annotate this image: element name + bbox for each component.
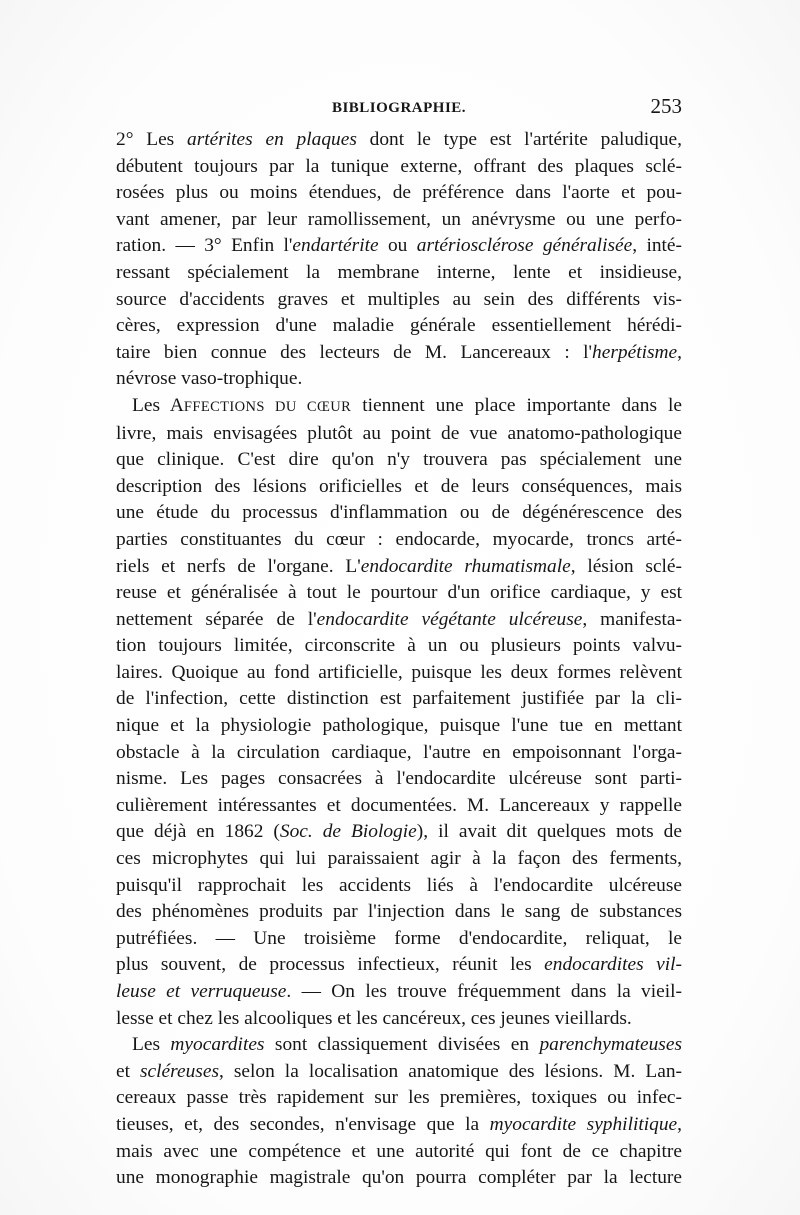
text-line: que clinique. C'est dire qu'on n'y trouvera pas spécialement une bbox=[116, 449, 682, 471]
text-line: et scléreuses, selon la localisation anatomique des lésions. M. Lan- bbox=[116, 1060, 682, 1082]
text-line: livre, mais envisagées plutôt au point de vue anatomo-pathologique bbox=[116, 422, 682, 444]
text-line: puisqu'il rapprochait les accidents liés à l'endocardite ulcéreuse bbox=[116, 874, 682, 896]
text-line: tion toujours limitée, circonscrite à un ou plusieurs points valvu- bbox=[116, 635, 682, 657]
running-title: BIBLIOGRAPHIE. bbox=[331, 100, 467, 116]
text-line: 2° Les artérites en plaques dont le type est l'artérite paludique, bbox=[116, 129, 682, 150]
text-line: plus souvent, de processus infectieux, réunit les endocardites vil- bbox=[116, 954, 682, 976]
text-line: nique et la physiologie pathologique, puisque l'une tue en mettant bbox=[116, 715, 682, 737]
text-line: mais avec une compétence et une autorité qui font de ce chapitre bbox=[116, 1140, 682, 1162]
text-line: que déjà en 1862 (Soc. de Biologie), il avait dit quelques mots de bbox=[116, 821, 682, 843]
text-line: ration. — 3° Enfin l'endartérite ou artériosclérose généralisée, inté- bbox=[116, 235, 682, 257]
text-line: parties constituantes du cœur : endocarde, myocarde, troncs arté- bbox=[116, 528, 682, 550]
text-line: taire bien connue des lecteurs de M. Lancereaux : l'herpétisme, bbox=[116, 341, 682, 363]
text-line: Les myocardites sont classiquement divisées en parenchymateuses bbox=[132, 1034, 682, 1056]
text-line: source d'accidents graves et multiples au sein des différents vis- bbox=[116, 288, 682, 310]
text-line: description des lésions orificielles et de leurs conséquences, mais bbox=[116, 475, 682, 497]
text-line: obstacle à la circulation cardiaque, l'autre en empoisonnant l'orga- bbox=[116, 741, 682, 763]
text-line: des phénomènes produits par l'injection dans le sang de substances bbox=[116, 901, 682, 923]
text-line: cères, expression d'une maladie générale essentiellement hérédi- bbox=[116, 315, 682, 337]
text-line: laires. Quoique au fond artificielle, puisque les deux formes relèvent bbox=[116, 661, 682, 683]
text-line: tieuses, et, des secondes, n'envisage que la myocardite syphilitique, bbox=[116, 1113, 682, 1135]
text-line: vant amener, par leur ramollissement, un anévrysme ou une perfo- bbox=[116, 208, 682, 230]
text-line: de l'infection, cette distinction est parfaitement justifiée par la cli- bbox=[116, 688, 682, 710]
text-line: nisme. Les pages consacrées à l'endocardite ulcéreuse sont parti- bbox=[116, 768, 682, 790]
text-line: ressant spécialement la membrane interne, lente et insidieuse, bbox=[116, 261, 682, 283]
page-header bbox=[116, 94, 682, 124]
text-line: leuse et verruqueuse. — On les trouve fréquemment dans la vieil- bbox=[116, 981, 682, 1002]
text-line: débutent toujours par la tunique externe, offrant des plaques sclé- bbox=[116, 155, 682, 177]
text-line: reuse et généralisée à tout le pourtour d'un orifice cardiaque, y est bbox=[116, 582, 682, 604]
body-text bbox=[116, 127, 682, 1192]
text-line: une monographie magistrale qu'on pourra compléter par la lecture bbox=[116, 1167, 682, 1189]
text-line: riels et nerfs de l'organe. L'endocardite rhumatismale, lésion sclé- bbox=[116, 555, 682, 577]
text-line: putréfiées. — Une troisième forme d'endocardite, reliquat, le bbox=[116, 927, 682, 949]
text-line: rosées plus ou moins étendues, de préférence dans l'aorte et pou- bbox=[116, 182, 682, 204]
text-line: nettement séparée de l'endocardite végétante ulcéreuse, manifesta- bbox=[116, 608, 682, 630]
text-line: une étude du processus d'inflammation ou de dégénérescence des bbox=[116, 502, 682, 524]
page-number: 253 bbox=[650, 94, 682, 118]
text-line: ces microphytes qui lui paraissaient agir à la façon des ferments, bbox=[116, 848, 682, 870]
text-line: cereaux passe très rapidement sur les premières, toxiques ou infec- bbox=[116, 1087, 682, 1109]
text-line: culièrement intéressantes et documentées. M. Lancereaux y rappelle bbox=[116, 794, 682, 816]
text-line: névrose vaso-trophique. bbox=[116, 368, 303, 390]
text-line: lesse et chez les alcooliques et les cancéreux, ces jeunes vieillards. bbox=[116, 1007, 632, 1029]
text-line: Les AFFECTIONS DU CŒUR tiennent une place importante dans le bbox=[132, 394, 682, 416]
